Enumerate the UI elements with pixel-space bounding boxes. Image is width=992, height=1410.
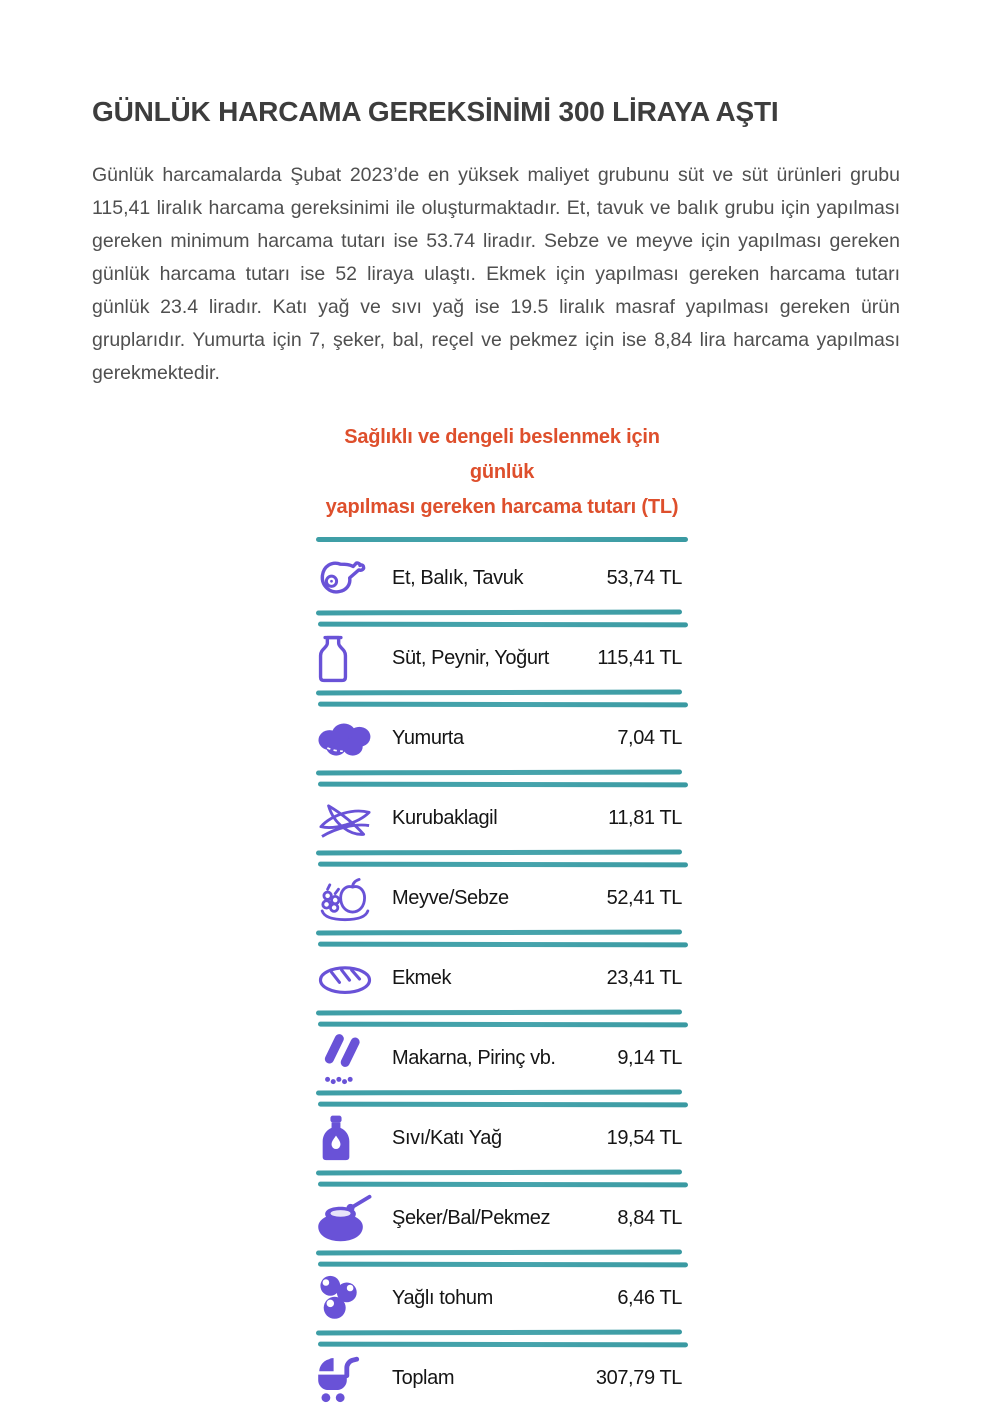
nuts-icon <box>316 1273 392 1325</box>
row-value: 307,79 TL <box>595 1367 682 1389</box>
eggs-icon <box>316 718 392 760</box>
row-separator <box>316 850 688 867</box>
table-row <box>316 547 688 610</box>
row-separator <box>316 1170 688 1187</box>
table-rows <box>316 547 688 1410</box>
row-separator <box>316 1250 688 1267</box>
row-value: 7,04 TL <box>617 727 682 749</box>
table-row <box>316 1267 688 1330</box>
row-value: 52,41 TL <box>606 887 682 909</box>
row-value: 115,41 TL <box>597 647 682 669</box>
row-value: 19,54 TL <box>606 1127 682 1149</box>
fruit-icon <box>316 874 392 924</box>
honey-icon <box>316 1193 392 1245</box>
cart-icon <box>316 1353 392 1405</box>
table-row <box>316 867 688 930</box>
row-separator <box>316 610 688 627</box>
row-label: Et, Balık, Tavuk <box>392 567 524 589</box>
table-row <box>316 1187 688 1250</box>
pasta-icon <box>316 1033 392 1085</box>
row-label: Makarna, Pirinç vb. <box>392 1047 556 1069</box>
table-row <box>316 1027 688 1090</box>
row-separator <box>316 770 688 787</box>
table-row <box>316 707 688 770</box>
row-label: Kurubaklagil <box>392 807 498 829</box>
row-label: Meyve/Sebze <box>392 887 509 909</box>
row-label: Toplam <box>392 1367 455 1389</box>
row-label: Yumurta <box>392 727 464 749</box>
row-value: 8,84 TL <box>617 1207 682 1229</box>
row-separator <box>316 1010 688 1027</box>
row-separator <box>316 1330 688 1347</box>
row-value: 11,81 TL <box>608 807 682 829</box>
table-row <box>316 627 688 690</box>
chart-title-line1: Sağlıklı ve dengeli beslenmek için günlük <box>344 426 660 483</box>
milk-icon <box>316 633 392 685</box>
table-top-separator <box>316 537 688 542</box>
row-label: Süt, Peynir, Yoğurt <box>392 647 549 669</box>
row-label: Şeker/Bal/Pekmez <box>392 1207 551 1229</box>
row-value: 53,74 TL <box>606 567 682 589</box>
row-separator <box>316 1090 688 1107</box>
body-paragraph: Günlük harcamalarda Şubat 2023’de en yüksek maliyet grubunu süt ve süt ürünleri grubu 115,41 liralık harcama gereksinimi ile oluşturmaktadır. Et, tavuk ve balık grubu için yapılması gereken minimum harcama tutarı ise 53.74 liradır. Sebze ve meyve için yapılması gereken günlük harcama tutarı ise 52 liraya ulaştı. Ekmek için yapılması gereken harcama tutarı günlük 23.4 liradır. Katı yağ ve sıvı yağ ise 19.5 liralık masraf yapılması gereken ürün gruplarıdır. Yumurta için 7, şeker, bal, reçel ve pekmez için ise 8,84 lira harcama yapılması gerekmektedir. <box>92 164 900 384</box>
table-row <box>316 787 688 850</box>
row-label: Yağlı tohum <box>392 1287 493 1309</box>
row-value: 6,46 TL <box>617 1287 682 1309</box>
table-row <box>316 1107 688 1170</box>
bread-icon <box>316 960 392 998</box>
row-label: Ekmek <box>392 967 452 989</box>
meat-icon <box>316 554 392 604</box>
row-value: 9,14 TL <box>617 1047 682 1069</box>
row-separator <box>316 930 688 947</box>
oil-icon <box>316 1113 392 1165</box>
chart-title-line2: yapılması gereken harcama tutarı (TL) <box>325 496 679 518</box>
legumes-icon <box>316 796 392 842</box>
table-row <box>316 1347 688 1410</box>
row-value: 23,41 TL <box>606 967 682 989</box>
row-separator <box>316 690 688 707</box>
page-title: GÜNLÜK HARCAMA GEREKSİNİMİ 300 LİRAYA AŞTI <box>92 96 779 127</box>
table-row <box>316 947 688 1010</box>
chart-title <box>316 420 688 525</box>
spending-table <box>316 420 688 1410</box>
row-label: Sıvı/Katı Yağ <box>392 1127 502 1149</box>
